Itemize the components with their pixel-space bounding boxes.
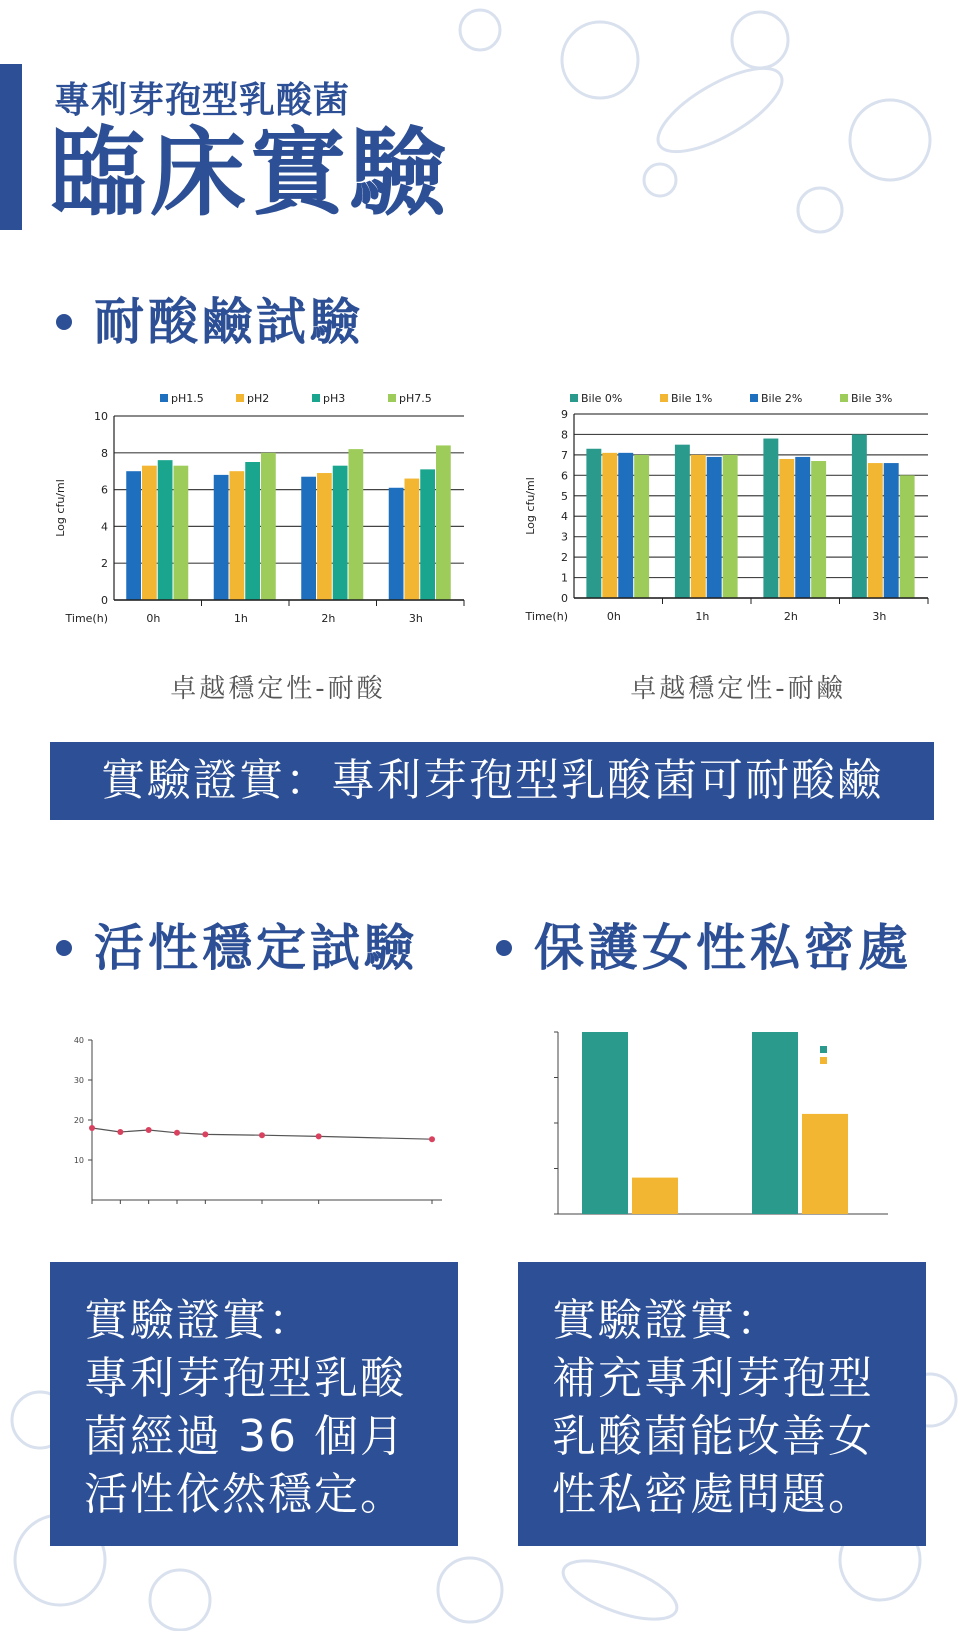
bullet-dot [496,940,512,956]
bile-resistance-chart [518,392,938,652]
y-tick-label: 1 [561,571,568,585]
section-acid-bile-title: 耐酸鹼試驗 [94,293,364,351]
legend-swatch [820,1057,827,1064]
bar [349,449,364,600]
x-tick-label: 0h [146,612,161,625]
x-tick-label: 3h [872,610,887,623]
data-point [316,1133,322,1139]
legend-label: Bile 2% [761,392,803,405]
bar [214,475,229,600]
acid-resistance-chart [48,392,478,652]
y-axis-label: Log cfu/ml [54,479,67,537]
y-tick-label: 10 [94,410,108,423]
women-line-2: 補充專利芽孢型 [552,1353,874,1404]
bar [634,455,649,598]
page-subtitle: 專利芽孢型乳酸菌 [54,80,351,121]
y-tick-label: 20 [73,1116,84,1125]
x-axis-label: Time(h) [65,612,108,625]
bar [142,466,157,600]
bar [779,459,794,598]
legend-label: pH3 [323,392,346,405]
bar [261,453,276,600]
bar [884,463,899,598]
bar [126,471,141,600]
y-tick-label: 30 [73,1076,84,1085]
x-tick-label: 3h [408,612,423,625]
stability-line-chart [52,1030,462,1220]
section-women-heading [496,908,912,980]
bar [602,453,617,598]
bar [230,471,245,600]
y-tick-label: 3 [561,530,568,544]
bar [582,1032,628,1214]
stability-line-4: 活性依然穩定。 [84,1469,406,1520]
bar [174,466,189,600]
section-stability-title: 活性穩定試驗 [94,919,418,977]
bar [868,463,883,598]
data-point [259,1132,265,1138]
y-tick-label: 6 [561,469,568,483]
legend-label: pH2 [247,392,270,405]
legend-swatch [312,394,320,402]
bar [707,457,722,598]
x-tick-label: 0h [606,610,621,623]
y-tick-label: 0 [101,594,108,607]
x-tick-label: 2h [783,610,798,623]
y-tick-label: 2 [101,557,108,571]
y-tick-label: 7 [561,448,568,462]
bar [389,488,404,600]
bar [158,460,173,600]
y-tick-label: 4 [561,510,568,524]
x-tick-label: 2h [321,612,336,625]
x-tick-label: 1h [233,612,248,625]
bar [675,445,690,598]
women-health-bar-chart [528,1020,928,1230]
y-tick-label: 8 [101,446,108,460]
legend-swatch [236,394,244,402]
legend-swatch [660,394,668,402]
x-tick-label: 1h [695,610,710,623]
y-tick-label: 4 [101,520,108,534]
legend-swatch [750,394,758,402]
legend-swatch [570,394,578,402]
bar [618,453,633,598]
section-women-title: 保護女性私密處 [534,919,912,977]
bullet-dot [56,940,72,956]
bar [301,477,316,600]
acid-bile-conclusion-banner: 實驗證實：專利芽孢型乳酸菌可耐酸鹼 [50,742,934,820]
y-tick-label: 5 [561,489,568,503]
legend-label: Bile 0% [581,392,623,405]
bar [317,473,332,600]
header-accent-bar [0,64,22,230]
bar [632,1178,678,1214]
y-tick-label: 10 [73,1156,84,1165]
women-line-4: 性私密處問題。 [552,1469,874,1520]
legend-swatch [160,394,168,402]
legend-label: pH7.5 [399,392,432,405]
bar [436,445,451,600]
bar [405,479,420,600]
legend-swatch [820,1046,827,1053]
stability-line-1: 實驗證實： [84,1295,314,1346]
x-axis-label: Time(h) [525,610,568,623]
bar [900,475,915,598]
y-tick-label: 8 [561,428,568,442]
bar [245,462,260,600]
page-title: 臨床實驗 [50,116,450,229]
data-point [174,1130,180,1136]
section-acid-bile-heading [56,282,364,354]
bar [795,457,810,598]
data-point [89,1125,95,1131]
stability-line-3: 菌經過 36 個月 [84,1411,406,1462]
women-conclusion-box [518,1262,926,1546]
y-tick-label: 9 [561,408,568,421]
data-point [117,1129,123,1135]
bar [763,439,778,598]
bar [811,461,826,598]
stability-line-2: 專利芽孢型乳酸 [84,1353,406,1404]
bar [723,455,738,598]
y-tick-label: 6 [101,483,108,497]
data-point [146,1127,152,1133]
bullet-dot [56,314,72,330]
bar [420,469,435,600]
bar [802,1114,848,1214]
legend-label: Bile 3% [851,392,893,405]
bar [333,466,348,600]
acid-chart-caption: 卓越穩定性-耐酸 [170,674,386,704]
bar [752,1032,798,1214]
y-tick-label: 40 [73,1036,84,1045]
section-stability-heading [56,908,418,980]
y-axis-label: Log cfu/ml [524,477,537,535]
bile-chart-caption: 卓越穩定性-耐鹼 [630,674,846,704]
data-point [429,1136,435,1142]
data-point [202,1131,208,1137]
legend-swatch [840,394,848,402]
bar [691,455,706,598]
legend-swatch [388,394,396,402]
women-line-1: 實驗證實： [552,1295,782,1346]
women-line-3: 乳酸菌能改善女 [552,1411,874,1462]
bar [586,449,601,598]
y-tick-label: 0 [561,592,568,605]
bar [852,434,867,598]
legend-label: pH1.5 [171,392,204,405]
stability-conclusion-box [50,1262,458,1546]
legend-label: Bile 1% [671,392,713,405]
y-tick-label: 2 [561,551,568,565]
